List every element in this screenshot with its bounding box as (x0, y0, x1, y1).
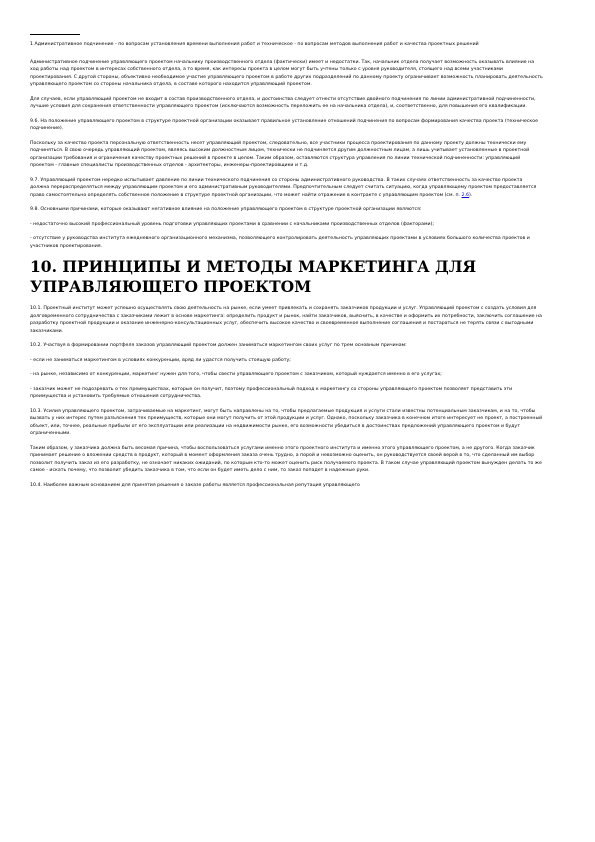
paragraph: Поскольку за качество проекта персональную ответственность несет управляющий проектом, следовательно, все участники процесса проектирования по данному проекту должны технически ему подчиняться. В свою очередь управляющий проектом, являясь высоким должностным лицом, технически не подчиняется другим должностным лицам, а лишь учитывает установленные в проектной организации требования и ограничения качеству проектных решений в проекте в целом. Таким образом, оставляются структура управления по линии технической подчиненности: управляющий проектом - главные специалисты производственных отделов - архитекторы, инженеры-проектировщики и т.д. (30, 140, 530, 168)
footnote (30, 41, 543, 49)
paragraph: Административное подчинение управляющего проектом начальнику производственного отдела (фактически) имеет и недостатки. Так, начальник отдела получает возможность оказывать влияние на ход работы над проектом в интересах собственного отдела, а то время, как интересы проекта в целом могут быть учтены только с уровня руководителя, стоящего над всеми участниками проектирования. С другой стороны, объективно необходимое участие управляющего проектом в работе других подразделений по данному проекту ограничивает возможность планировать деятельность управляющего проектом со стороны начальника отдела, в составе которого находится управляющий проектом. (30, 59, 543, 87)
list-item: - если не заниматься маркетингом в условиях конкуренции, вряд ли удастся получить стоящую работу; (30, 357, 291, 363)
paragraph: 10.2. Участвуя в формировании портфеля заказов управляющий проектом должен заниматься маркетингом своих услуг по трем основным причинам: (30, 343, 407, 348)
section-link[interactable]: 2.6 (461, 192, 470, 198)
paragraph: Таким образом, у заказчика должна быть весомая причина, чтобы воспользоваться услугами именно этого проектного института и именно этого управляющего проектом, а не другого. Когда заказчик принимает решение о вложении средств в продукт, который в момент оформления заказа очень трудно, а порой и невозможно оценить, он руководствуется своей верой в то, что сделанный им выбор позволит получить заказ из его разработку, не означает никаких ожиданий, по которым кто-то может оценить риск получаемого проекта. В таком случае управляющий проектом вынужден делать то же самое - искать почему, что позволит убедить заказчика в том, что если он будет иметь дело с ним, то заказ попадет в надежные руки. (30, 445, 542, 473)
paragraph-text-end: ). (469, 192, 473, 198)
list-item: - на рынке, независимо от конкуренции, маркетинг нужен для того, чтобы свести управляющего проектом с заказчиком, который нуждается именно в его услугах; (30, 372, 442, 377)
paragraph-with-link (30, 177, 543, 200)
paragraph: 9.8. Основными причинами, которые оказывают негативное влияние на положение управляющего проектом в структуре проектной организации являются: (30, 207, 422, 212)
paragraph: Для случаев, если управляющий проектом не входит в состав производственного отдела, и достоинства следует отнести отсутствие двойного подчинения по линии административной подчиненности, лучшие условия для сохранения ответственности управляющего проектом (исключаются возможность переложить ее на начальника отдела), и, соответственно, для повышения его квалификации. (30, 96, 536, 109)
paragraph: 10.1. Проектный институт может успешно осуществлять свою деятельность на рынке, если умеет привлекать и сохранять заказчиков продукции и услуг. Управляющий проектом с создать условия для долговременного сотрудничества с заказчиками лежит в основе маркетинга: определить продукт и рынок, найти заказчиков, выяснить, в качестве и оформить их потребности, заключить соглашение на разработку проектной продукции и оказание инженерно-консультационных услуг, обеспечить высокое качество и своевременное выполнение соглашения и постараться не терять связи с выгодными заказчиками. (30, 306, 542, 334)
footnote-text: Административное подчинение - по вопросам установления времени выполнения работ и техническое - по вопросам методов выполнения работ и качества проектных решений (34, 42, 479, 47)
paragraph: 10.4. Наиболее важным основанием для принятия решения о заказе работы является профессиональная репутация управляющего (30, 482, 360, 488)
list-item: - заказчик может не подозревать о тех преимуществах, которые он получит, поэтому профессиональный подход к маркетингу со стороны управляющего проектом позволяет представить эти преимущества и установить требуемые отношения сотрудничества. (30, 386, 513, 399)
paragraph: 9.6. На положение управляющего проектом в структуре проектной организации оказывает правильное установление отношений подчинения по вопросам формирования качества проекта (техническое подчинение). (30, 118, 538, 131)
list-item: - отсутствие у руководства института ежедневного организационного механизма, позволяющего контролировать деятельность управляющих проектами в условиях большого количества проектов и участников проектирования. (30, 236, 530, 249)
footnote-marker: 1 (30, 42, 33, 47)
footnote-separator (30, 34, 80, 35)
list-item: - недостаточно высокий профессиональный уровень подготовки управляющих проектами в сравнении с начальниками производственных отделов (факторами); (30, 221, 434, 227)
paragraph: 10.3. Усилия управляющего проектом, затрачиваемые на маркетинг, могут быть направлены на то, чтобы предлагаемые продукция и услуги стали известны потенциальным заказчикам, и на то, чтобы вызвать у них интерес путем разъяснения тех преимуществ, которые они могут получить от этой продукции и услуг. Однако, поскольку заказчика в конечном итоге интересует не проект, а построенный объект, или, точнее, реальные прибыли от его эксплуатации или реализации на недвижимости рынке, его возможности убедиться в достоинствах предложений управляющего проектом и будут ограниченными. (30, 408, 543, 436)
section-heading: 10. ПРИНЦИПЫ И МЕТОДЫ МАРКЕТИНГА ДЛЯ УПРАВЛЯЮЩЕГО ПРОЕКТОМ (30, 257, 477, 296)
paragraph-text: 9.7. Управляющий проектом нередко испытывает давление по линии технического подчинения со стороны административного руководства. В таких случаях ответственность за качество проекта должна перераспределяться между управляющим проектом и его административным руководителями. Предпочтительным следует считать ситуацию, когда управляющему проектом предоставляется право самостоятельно определять собственное положение в структуре проектной организации, что может найти отражение в контракте с управляющим проектом (см. п. (30, 177, 537, 198)
